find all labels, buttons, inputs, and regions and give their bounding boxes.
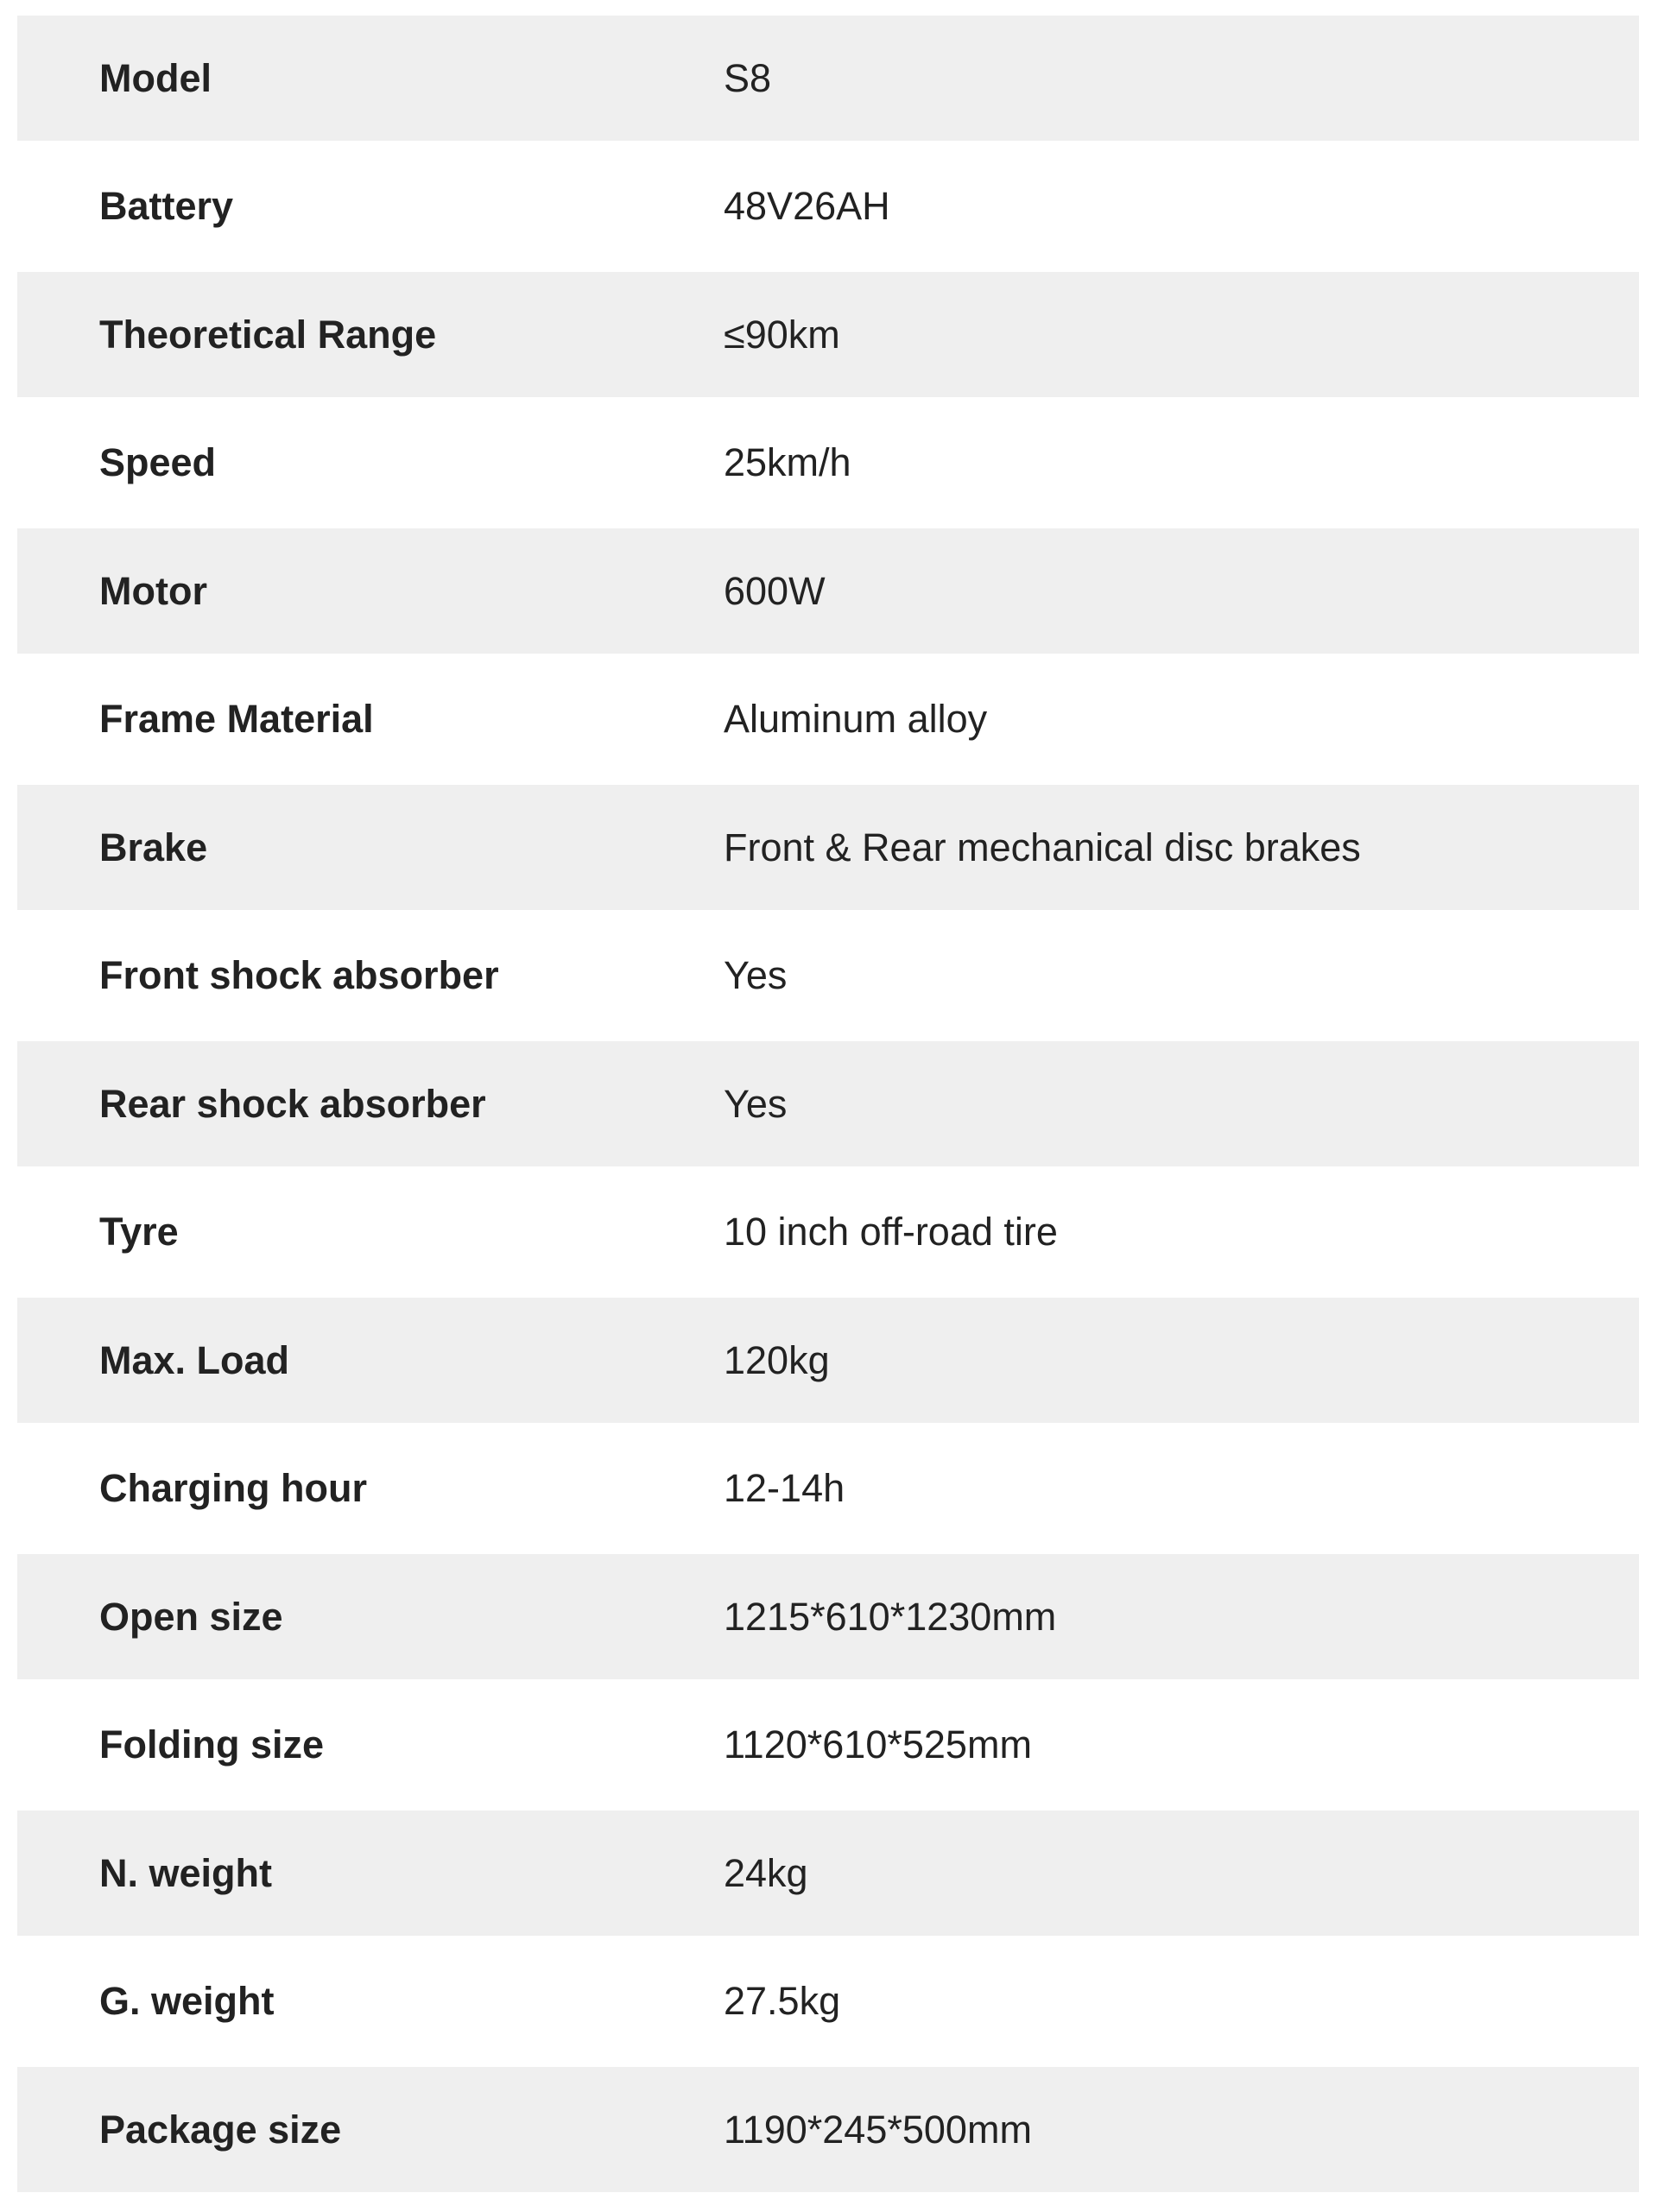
spec-row-speed [17, 397, 1639, 528]
spec-value: 48V26AH [724, 184, 890, 228]
spec-row-n-weight [17, 1811, 1639, 1936]
spec-label: Tyre [99, 1210, 179, 1254]
spec-row-brake [17, 785, 1639, 910]
spec-value: 120kg [724, 1337, 830, 1382]
spec-label: Speed [99, 440, 217, 484]
spec-value: Yes [724, 953, 788, 997]
spec-label: Motor [99, 568, 207, 613]
spec-label: Model [99, 55, 212, 100]
spec-value: 12-14h [724, 1466, 845, 1510]
spec-row-rear-shock-absorber [17, 1041, 1639, 1166]
spec-value: 10 inch off-road tire [724, 1210, 1058, 1254]
spec-value: 27.5kg [724, 1979, 841, 2023]
spec-value: 24kg [724, 1850, 808, 1895]
spec-row-g-weight [17, 1936, 1639, 2067]
spec-label: Charging hour [99, 1466, 367, 1510]
spec-label: Package size [99, 2107, 342, 2152]
spec-value: ≤90km [724, 312, 840, 357]
spec-row-motor [17, 528, 1639, 654]
spec-value: 600W [724, 568, 826, 613]
spec-row-frame-material [17, 654, 1639, 785]
spec-value: 1190*245*500mm [724, 2107, 1032, 2152]
spec-label: Max. Load [99, 1337, 290, 1382]
spec-label: Folding size [99, 1722, 325, 1766]
spec-value: S8 [724, 55, 772, 100]
spec-label: G. weight [99, 1979, 275, 2023]
spec-row-open-size [17, 1554, 1639, 1679]
spec-value: Front & Rear mechanical disc brakes [724, 825, 1361, 869]
spec-row-folding-size [17, 1679, 1639, 1811]
spec-value: 1215*610*1230mm [724, 1594, 1057, 1639]
spec-row-package-size [17, 2067, 1639, 2192]
spec-row-max-load [17, 1298, 1639, 1423]
spec-label: Rear shock absorber [99, 1081, 486, 1126]
spec-value: 1120*610*525mm [724, 1722, 1032, 1766]
spec-value: Yes [724, 1081, 788, 1126]
spec-label: Open size [99, 1594, 283, 1639]
spec-table [17, 16, 1639, 2192]
spec-label: Theoretical Range [99, 312, 437, 357]
spec-value: 25km/h [724, 440, 851, 484]
spec-label: Brake [99, 825, 208, 869]
spec-row-theoretical-range [17, 272, 1639, 397]
spec-row-tyre [17, 1166, 1639, 1298]
spec-label: Battery [99, 184, 234, 228]
spec-row-model [17, 16, 1639, 141]
spec-label: Frame Material [99, 697, 374, 741]
spec-row-front-shock-absorber [17, 910, 1639, 1041]
spec-label: Front shock absorber [99, 953, 499, 997]
spec-row-charging-hour [17, 1423, 1639, 1554]
spec-label: N. weight [99, 1850, 272, 1895]
spec-value: Aluminum alloy [724, 697, 988, 741]
spec-row-battery [17, 141, 1639, 272]
